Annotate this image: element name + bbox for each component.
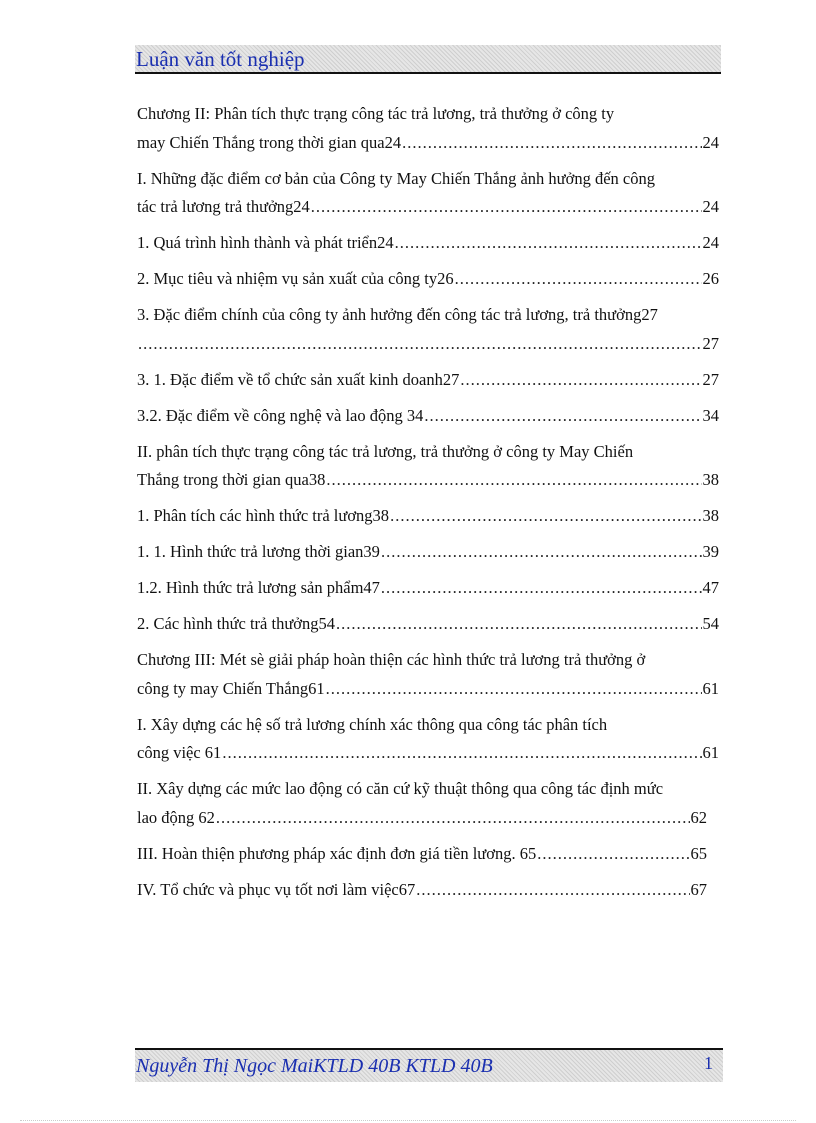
toc-entry-text: may Chiến Thắng trong thời gian qua24 — [137, 132, 402, 152]
toc-entry-text: III. Hoàn thiện phương pháp xác định đơn giá tiền lương. 65 — [137, 843, 537, 863]
toc-entry[interactable] — [137, 402, 719, 431]
toc-page-number: 34 — [702, 405, 719, 425]
header-title: Luận văn tốt nghiệp — [136, 47, 305, 71]
toc-entry-line — [137, 466, 719, 495]
table-of-contents — [137, 100, 719, 912]
toc-entry-text: 3.2. Đặc điểm về công nghệ và lao động 34 — [137, 405, 424, 425]
toc-page-number: 62 — [690, 807, 707, 827]
toc-page-number: 54 — [702, 614, 719, 633]
toc-entry-line — [137, 574, 719, 603]
toc-entry-line — [137, 538, 719, 567]
dot-leader — [326, 466, 701, 495]
toc-entry[interactable] — [137, 366, 719, 395]
dot-leader — [138, 330, 702, 359]
dot-leader — [381, 574, 702, 603]
toc-entry-line — [137, 402, 719, 431]
toc-entry[interactable] — [137, 502, 719, 531]
toc-page-number: 26 — [702, 269, 719, 288]
toc-entry-text: 1. Phân tích các hình thức trả lương38 — [137, 506, 390, 525]
toc-entry-text: công ty may Chiến Thắng61 — [137, 678, 325, 698]
footer-author: Nguyễn Thị Ngọc MaiKTLD 40B KTLD 40B — [136, 1055, 493, 1077]
toc-entry-text: IV. Tổ chức và phục vụ tốt nơi làm việc67 — [137, 879, 416, 899]
toc-entry-text: 1.2. Hình thức trả lương sản phẩm47 — [137, 578, 380, 597]
toc-entry-line — [137, 840, 707, 869]
toc-entry-line — [137, 229, 719, 258]
toc-entry[interactable] — [137, 840, 719, 869]
toc-page-number: 38 — [702, 506, 719, 525]
toc-entry-text: 2. Mục tiêu và nhiệm vụ sản xuất của công ty26 — [137, 269, 454, 288]
dot-leader — [395, 229, 702, 258]
toc-entry[interactable] — [137, 711, 719, 768]
dot-leader — [416, 876, 689, 905]
toc-entry-line — [137, 265, 719, 294]
toc-entry-text: 3. 1. Đặc điểm về tổ chức sản xuất kinh doanh27 — [137, 369, 460, 389]
toc-page-number: 65 — [690, 843, 707, 863]
toc-page-number: 61 — [702, 743, 719, 762]
dot-leader — [424, 402, 701, 431]
toc-entry-line — [137, 675, 719, 704]
toc-entry[interactable] — [137, 229, 719, 258]
toc-entry-text: 1. Quá trình hình thành và phát triển24 — [137, 233, 394, 252]
toc-page-number: 38 — [702, 470, 719, 489]
toc-entry-line — [137, 876, 707, 905]
dot-leader — [537, 840, 689, 869]
dot-leader — [402, 129, 701, 158]
toc-entry-line — [137, 129, 719, 158]
toc-page-number: 61 — [702, 678, 719, 698]
dot-leader — [222, 739, 701, 768]
dot-leader — [460, 366, 701, 395]
toc-page-number: 27 — [702, 333, 719, 353]
toc-entry-line — [137, 193, 719, 222]
toc-page-number: 27 — [702, 369, 719, 389]
toc-entry[interactable] — [137, 574, 719, 603]
bottom-rule — [20, 1120, 796, 1121]
toc-entry-text: 2. Các hình thức trả thưởng54 — [137, 614, 335, 633]
toc-entry-title: 3. Đặc điểm chính của công ty ảnh hưởng đến công tác trả lương, trả thưởng27 — [137, 305, 658, 324]
toc-entry[interactable] — [137, 301, 719, 358]
toc-entry-text: lao động 62 — [137, 807, 215, 827]
toc-entry-title: II. phân tích thực trạng công tác trả lương, trả thưởng ở công ty May Chiến — [137, 441, 634, 461]
toc-page-number: 39 — [702, 542, 719, 561]
toc-entry-title: II. Xây dựng các mức lao động có căn cứ kỹ thuật thông qua công tác định mức — [137, 779, 664, 798]
dot-leader — [390, 502, 701, 531]
toc-entry-line — [137, 739, 719, 768]
toc-page-number: 67 — [690, 879, 707, 899]
toc-entry[interactable] — [137, 165, 719, 222]
toc-page-number: 24 — [702, 233, 719, 252]
dot-leader — [326, 675, 702, 704]
dot-leader — [381, 538, 702, 567]
toc-page-number: 24 — [702, 197, 719, 216]
toc-entry[interactable] — [137, 438, 719, 495]
toc-entry[interactable] — [137, 775, 719, 832]
toc-page-number: 47 — [702, 578, 719, 597]
page-footer — [135, 1048, 723, 1082]
toc-page-number: 24 — [702, 132, 719, 152]
toc-entry-title: I. Xây dựng các hệ số trả lương chính xác thông qua công tác phân tích — [137, 714, 608, 734]
dot-leader — [311, 193, 702, 222]
toc-entry-title: I. Những đặc điểm cơ bản của Công ty May Chiến Thắng ảnh hưởng đến công — [137, 168, 656, 188]
toc-entry-text: Thắng trong thời gian qua38 — [137, 470, 326, 489]
toc-entry-line — [137, 804, 707, 833]
toc-entry[interactable] — [137, 610, 719, 639]
toc-entry-line — [137, 330, 719, 359]
toc-entry-line — [137, 366, 719, 395]
toc-entry-line — [137, 610, 719, 639]
toc-entry[interactable] — [137, 265, 719, 294]
toc-entry[interactable] — [137, 876, 719, 905]
toc-entry-line — [137, 502, 719, 531]
footer-page-number: 1 — [704, 1053, 713, 1073]
toc-entry[interactable] — [137, 100, 719, 157]
dot-leader — [336, 610, 702, 639]
dot-leader — [216, 804, 690, 833]
toc-entry-text: 1. 1. Hình thức trả lương thời gian39 — [137, 542, 380, 561]
page-header — [135, 45, 721, 74]
toc-entry-title: Chương II: Phân tích thực trạng công tác trả lương, trả thưởng ở công ty — [137, 104, 615, 123]
toc-entry[interactable] — [137, 538, 719, 567]
toc-entry-title: Chương III: Mét sè giải pháp hoàn thiện các hình thức trả lương trả thưởng ở — [137, 650, 646, 669]
dot-leader — [455, 265, 702, 294]
toc-entry[interactable] — [137, 646, 719, 703]
toc-entry-text: công việc 61 — [137, 743, 222, 762]
toc-entry-text: tác trả lương trả thưởng24 — [137, 197, 310, 216]
